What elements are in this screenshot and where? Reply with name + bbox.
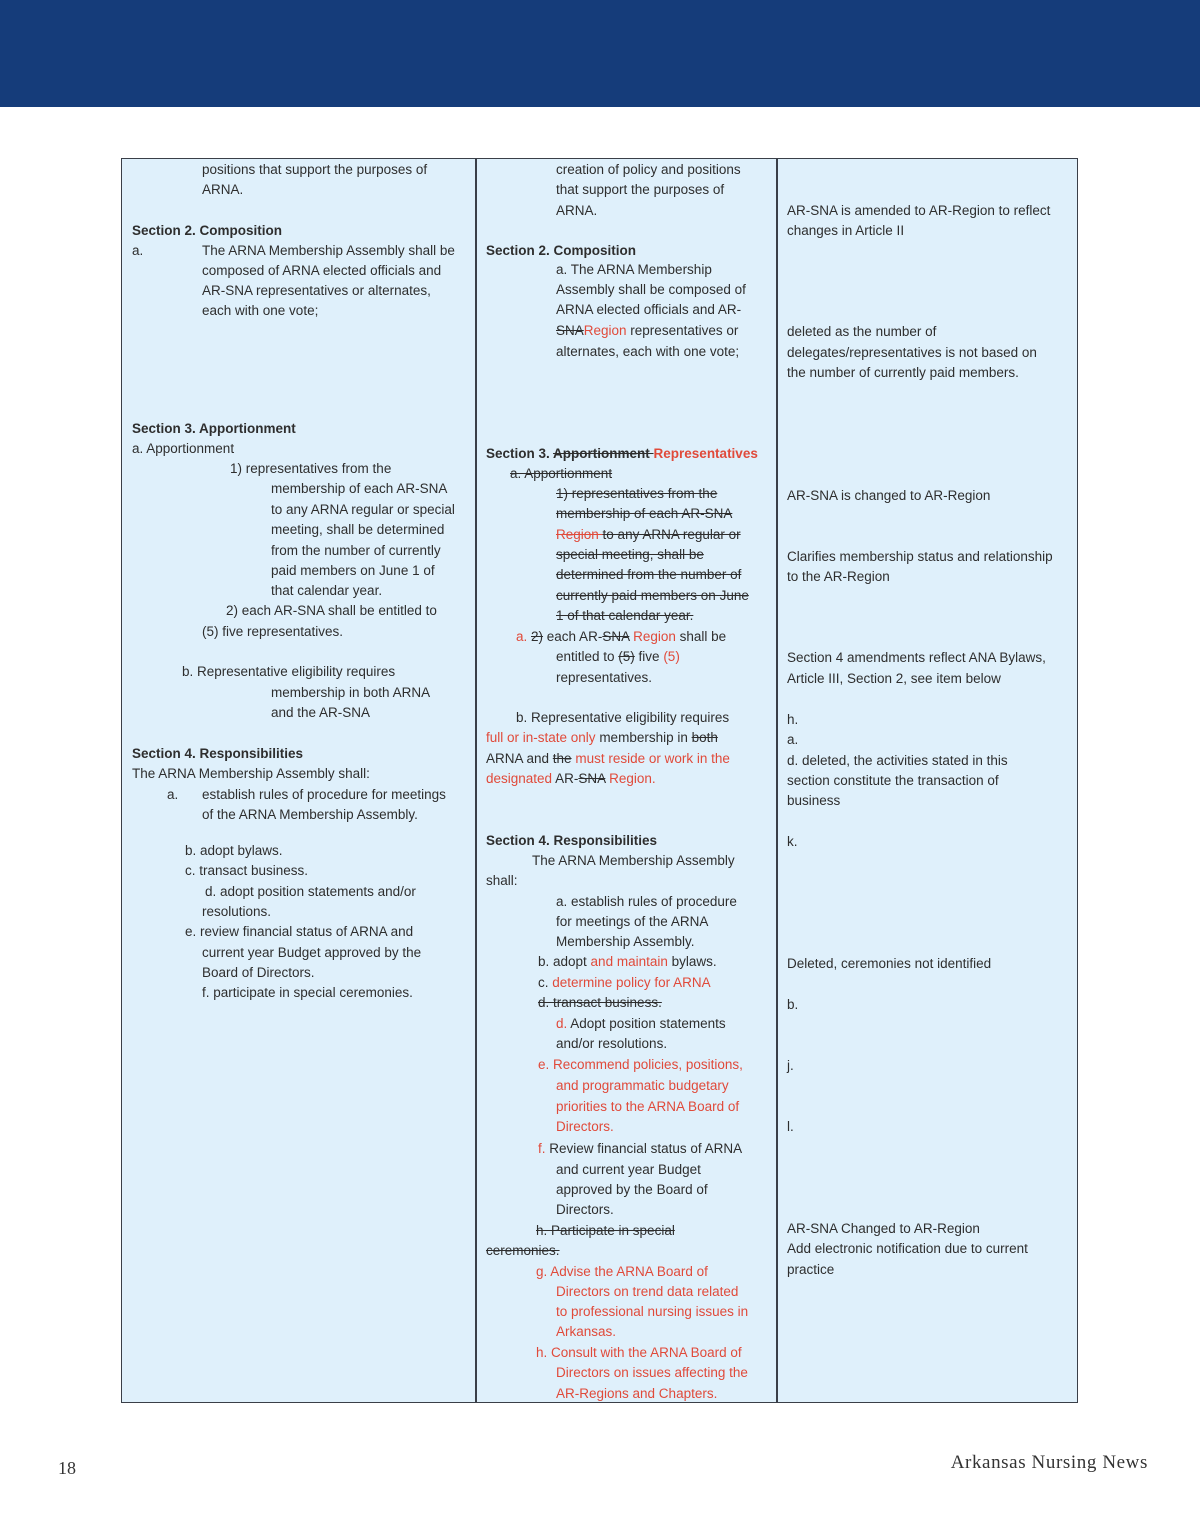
col1-line (202, 622, 343, 642)
deleted-text: (5) (618, 649, 635, 664)
col3-line (787, 995, 798, 1015)
text-run: that support the purposes of (556, 182, 725, 197)
col2-line (556, 1302, 748, 1322)
col3-line (787, 648, 1046, 668)
col2-line (556, 1363, 748, 1383)
text-run: h. (787, 712, 799, 727)
col1-line (185, 841, 283, 861)
text-run: bylaws. (667, 954, 717, 969)
bylaws-comparison-table (121, 158, 1078, 1403)
deleted-text: 1 of that calendar year. (556, 608, 694, 623)
col2-line (556, 1076, 729, 1096)
inserted-text: Region (633, 629, 676, 644)
col2-line (556, 504, 732, 524)
col1-line (202, 805, 418, 825)
text-run: and the AR-SNA (271, 705, 371, 720)
deleted-text: h. Participate in special (536, 1223, 675, 1238)
col2-line (556, 647, 680, 667)
col2-line (486, 444, 758, 464)
text-run: AR-SNA Changed to AR-Region (787, 1221, 980, 1236)
inserted-text: priorities to the ARNA Board of (556, 1099, 740, 1114)
inserted-text: Directors on trend data related (556, 1284, 739, 1299)
col1-line (226, 601, 437, 621)
column-divider-2 (776, 159, 778, 1402)
col3-line (787, 1056, 794, 1076)
col3-line (787, 954, 991, 974)
col2-line (556, 484, 717, 504)
text-run: Board of Directors. (202, 965, 315, 980)
text-run: membership in both ARNA (271, 685, 431, 700)
deleted-text: SNA (602, 629, 630, 644)
text-run: Article III, Section 2, see item below (787, 671, 1001, 686)
col2-line (556, 525, 741, 545)
text-run: ARNA. (202, 182, 244, 197)
col1-line (202, 902, 271, 922)
inserted-text: Directors on issues affecting the (556, 1365, 748, 1380)
text-run: paid members on June 1 of (271, 563, 435, 578)
col2-line (556, 201, 597, 221)
col2-line (556, 1097, 739, 1117)
inserted-text: must reside or work in the (575, 751, 730, 766)
text-run: f. participate in special ceremonies. (202, 985, 413, 1000)
text-run: entitled to (556, 649, 619, 664)
col2-line (556, 1282, 738, 1302)
col3-line (787, 730, 798, 750)
col1-line (202, 943, 421, 963)
text-run: Add electronic notification due to current (787, 1241, 1028, 1256)
text-run: The ARNA Membership Assembly (532, 853, 735, 868)
text-run: Membership Assembly. (556, 934, 695, 949)
inserted-text: to professional nursing issues in (556, 1304, 749, 1319)
text-run: representatives. (556, 670, 653, 685)
text-run: current year Budget approved by the (202, 945, 422, 960)
text-run: b. Representative eligibility requires (182, 664, 396, 679)
col3-line (787, 201, 1050, 221)
text-run: c. transact business. (185, 863, 309, 878)
inserted-text: Region (583, 323, 627, 338)
inserted-text: h. Consult with the ARNA Board of (536, 1345, 742, 1360)
col1-line (271, 541, 441, 561)
col2-line (536, 1262, 708, 1282)
inserted-text: a. (516, 629, 532, 644)
text-run: approved by the Board of (556, 1182, 708, 1197)
column-divider-1 (475, 159, 477, 1402)
text-run: Deleted, ceremonies not identified (787, 956, 992, 971)
text-run: membership in (595, 730, 692, 745)
text-run: Directors. (556, 1202, 614, 1217)
deleted-text: to any ARNA regular or (602, 527, 741, 542)
text-run: Clarifies membership status and relationship (787, 549, 1053, 564)
text-run: to the AR-Region (787, 569, 890, 584)
col2-line (538, 993, 662, 1013)
text-run: establish rules of procedure for meetings (202, 787, 446, 802)
col1-line (202, 785, 446, 805)
text-run: shall be (675, 629, 727, 644)
text-run: business (787, 793, 841, 808)
col2-line (556, 586, 749, 606)
text-run: Adopt position statements (567, 1016, 726, 1031)
col2-line (486, 1241, 560, 1261)
text-run: j. (787, 1058, 794, 1073)
deleted-text: d. transact business. (538, 995, 662, 1010)
text-run: b. adopt bylaws. (185, 843, 283, 858)
inserted-text: AR-Regions and Chapters. (556, 1386, 718, 1401)
text-run: of the ARNA Membership Assembly. (202, 807, 418, 822)
col2-line (556, 892, 737, 912)
text-run: a. establish rules of procedure (556, 894, 737, 909)
col3-line (787, 791, 840, 811)
text-run: a. (132, 243, 144, 258)
text-run: practice (787, 1262, 835, 1277)
col1-line (202, 160, 427, 180)
deleted-text: both (691, 730, 718, 745)
deleted-text: Region (556, 527, 603, 542)
col2-line (536, 1221, 675, 1241)
col3-line (787, 1117, 794, 1137)
text-run: ARNA. (556, 203, 598, 218)
text-run: deleted as the number of (787, 324, 937, 339)
page-number: 18 (58, 1458, 76, 1478)
text-run: and/or resolutions. (556, 1036, 668, 1051)
col2-line (532, 851, 735, 871)
col1-line (271, 479, 447, 499)
text-run: to any ARNA regular or special (271, 502, 455, 517)
text-run: from the number of currently (271, 543, 441, 558)
col1-line (202, 180, 243, 200)
text-run: representatives or (626, 323, 739, 338)
col2-line (538, 1139, 742, 1159)
col1-line (132, 764, 370, 784)
text-run: ARNA elected officials and AR- (556, 302, 742, 317)
text-run: meeting, shall be determined (271, 522, 445, 537)
col1-line (205, 882, 416, 902)
inserted-text: Representatives (653, 446, 758, 461)
text-run: l. (787, 1119, 794, 1134)
text-run: AR-SNA representatives or alternates, (202, 283, 431, 298)
col2-line (556, 1034, 667, 1054)
deleted-text: ceremonies. (486, 1243, 560, 1258)
col1-line (202, 261, 441, 281)
inserted-text: e. Recommend policies, positions, (538, 1057, 743, 1072)
publication-title: Arkansas Nursing News (950, 1452, 1148, 1473)
col3-line (787, 1239, 1028, 1259)
col3-line (787, 221, 904, 241)
text-run: 2) each AR-SNA shall be entitled to (226, 603, 437, 618)
deleted-text: the (552, 751, 572, 766)
col1-line (271, 581, 382, 601)
text-run: membership of each AR-SNA (271, 481, 448, 496)
inserted-text: d. (556, 1016, 568, 1031)
col3-line (787, 363, 1019, 383)
col3-line (787, 567, 890, 587)
col2-line (486, 871, 518, 891)
text-run: Assembly shall be composed of (556, 282, 746, 297)
col3-line (787, 486, 990, 506)
deleted-text: SNA (556, 323, 584, 338)
text-run: c. (538, 975, 553, 990)
col1-line (167, 785, 178, 805)
col1-line (132, 439, 234, 459)
col1-line (182, 662, 395, 682)
text-run: ARNA and (486, 751, 553, 766)
col1-line (202, 281, 431, 301)
text-run: each with one vote; (202, 303, 319, 318)
deleted-text: determined from the number of (556, 567, 742, 582)
text-run: positions that support the purposes of (202, 162, 428, 177)
col3-line (787, 343, 1037, 363)
text-run: and current year Budget (556, 1162, 701, 1177)
col2-line (556, 260, 712, 280)
inserted-text: designated (486, 771, 553, 786)
col2-line (556, 180, 724, 200)
inserted-text: Region. (609, 771, 656, 786)
col2-line (516, 708, 729, 728)
col1-line (271, 561, 435, 581)
col2-line (486, 728, 718, 748)
col2-line (538, 1055, 743, 1075)
inserted-text: Arkansas. (556, 1324, 617, 1339)
col2-line (556, 1322, 616, 1342)
text-run: five (634, 649, 664, 664)
text-run: e. review financial status of ARNA and (185, 924, 414, 939)
col2-line (486, 241, 636, 261)
col3-line (787, 322, 936, 342)
text-run: alternates, each with one vote; (556, 344, 740, 359)
text-run: delegates/representatives is not based on (787, 345, 1037, 360)
text-run: b. adopt (538, 954, 591, 969)
col2-line (556, 1117, 614, 1137)
col2-line (556, 321, 738, 341)
col2-line (556, 300, 741, 320)
text-run: each AR- (543, 629, 603, 644)
col2-line (556, 932, 695, 952)
col2-line (556, 342, 739, 362)
text-run: a. The ARNA Membership (556, 262, 712, 277)
col1-line (202, 983, 413, 1003)
inserted-text: and programmatic budgetary (556, 1078, 729, 1093)
text-run: (5) five representatives. (202, 624, 344, 639)
col2-line (556, 1014, 726, 1034)
text-run: The ARNA Membership Assembly shall: (132, 766, 370, 781)
col1-line (132, 744, 303, 764)
text-run: section constitute the transaction of (787, 773, 999, 788)
text-run: Section 4. Responsibilities (132, 746, 304, 761)
col1-line (202, 301, 318, 321)
deleted-text: Apportionment (553, 446, 654, 461)
deleted-text: SNA (578, 771, 606, 786)
col1-line (185, 922, 413, 942)
inserted-text: full or in-state only (486, 730, 596, 745)
col2-line (556, 1160, 701, 1180)
text-run: the number of currently paid members. (787, 365, 1019, 380)
text-run: for meetings of the ARNA (556, 914, 709, 929)
text-run: Section 4. Responsibilities (486, 833, 658, 848)
deleted-text: 2) (531, 629, 544, 644)
col1-line (185, 861, 308, 881)
deleted-text: currently paid members on June (556, 588, 749, 603)
text-run: AR-SNA is changed to AR-Region (787, 488, 991, 503)
col3-line (787, 669, 1001, 689)
inserted-text: determine policy for ARNA (552, 975, 711, 990)
col1-line (271, 683, 430, 703)
text-run: b. Representative eligibility requires (516, 710, 730, 725)
text-run: d. deleted, the activities stated in this (787, 753, 1008, 768)
text-run: AR-SNA is amended to AR-Region to reflect (787, 203, 1051, 218)
col2-line (538, 973, 711, 993)
col2-line (556, 1200, 614, 1220)
col1-line (230, 459, 391, 479)
col1-line (132, 221, 282, 241)
col2-line (556, 1180, 708, 1200)
inserted-text: and maintain (590, 954, 668, 969)
col2-line (556, 565, 741, 585)
col3-line (787, 751, 1008, 771)
col3-line (787, 547, 1053, 567)
inserted-text: f. (538, 1141, 546, 1156)
col2-line (538, 952, 717, 972)
col2-line (556, 912, 708, 932)
col2-line (556, 160, 741, 180)
deleted-text: a. Apportionment (510, 466, 613, 481)
col1-line (271, 520, 444, 540)
text-run: Review financial status of ARNA (545, 1141, 743, 1156)
text-run: k. (787, 834, 798, 849)
col2-line (556, 545, 704, 565)
col2-line (510, 464, 612, 484)
col1-line (271, 703, 370, 723)
text-run: changes in Article II (787, 223, 905, 238)
col3-line (787, 1219, 980, 1239)
deleted-text: 1) representatives from the (556, 486, 718, 501)
inserted-text: Directors. (556, 1119, 614, 1134)
col3-line (787, 771, 999, 791)
col1-line (202, 963, 315, 983)
text-run: Section 2. Composition (132, 223, 283, 238)
text-run: shall: (486, 873, 518, 888)
text-run: Section 4 amendments reflect ANA Bylaws, (787, 650, 1046, 665)
col2-line (486, 769, 656, 789)
col1-line (132, 419, 296, 439)
text-run: Section 3. (486, 446, 554, 461)
deleted-text: membership of each AR-SNA (556, 506, 733, 521)
text-run: b. (787, 997, 799, 1012)
text-run: a. Apportionment (132, 441, 235, 456)
text-run: creation of policy and positions (556, 162, 741, 177)
text-run: d. adopt position statements and/or (205, 884, 416, 899)
col2-line (536, 1343, 742, 1363)
text-run: resolutions. (202, 904, 272, 919)
col1-line (202, 241, 455, 261)
inserted-text: g. Advise the ARNA Board of (536, 1264, 708, 1279)
col3-line (787, 710, 798, 730)
col3-line (787, 832, 798, 852)
col2-line (516, 627, 726, 647)
text-run: 1) representatives from the (230, 461, 392, 476)
col2-line (556, 668, 652, 688)
header-band (0, 0, 1200, 107)
col1-line (271, 500, 455, 520)
deleted-text: special meeting, shall be (556, 547, 704, 562)
col2-line (486, 831, 657, 851)
col1-line (132, 241, 143, 261)
text-run: The ARNA Membership Assembly shall be (202, 243, 455, 258)
text-run: a. (167, 787, 179, 802)
text-run: Section 3. Apportionment (132, 421, 296, 436)
inserted-text: (5) (663, 649, 680, 664)
text-run: a. (787, 732, 799, 747)
text-run: composed of ARNA elected officials and (202, 263, 442, 278)
col2-line (486, 749, 730, 769)
text-run: AR- (552, 771, 579, 786)
col2-line (556, 1384, 717, 1404)
text-run: Section 2. Composition (486, 243, 637, 258)
col3-line (787, 1260, 834, 1280)
text-run: that calendar year. (271, 583, 383, 598)
col2-line (556, 606, 693, 626)
col2-line (556, 280, 746, 300)
